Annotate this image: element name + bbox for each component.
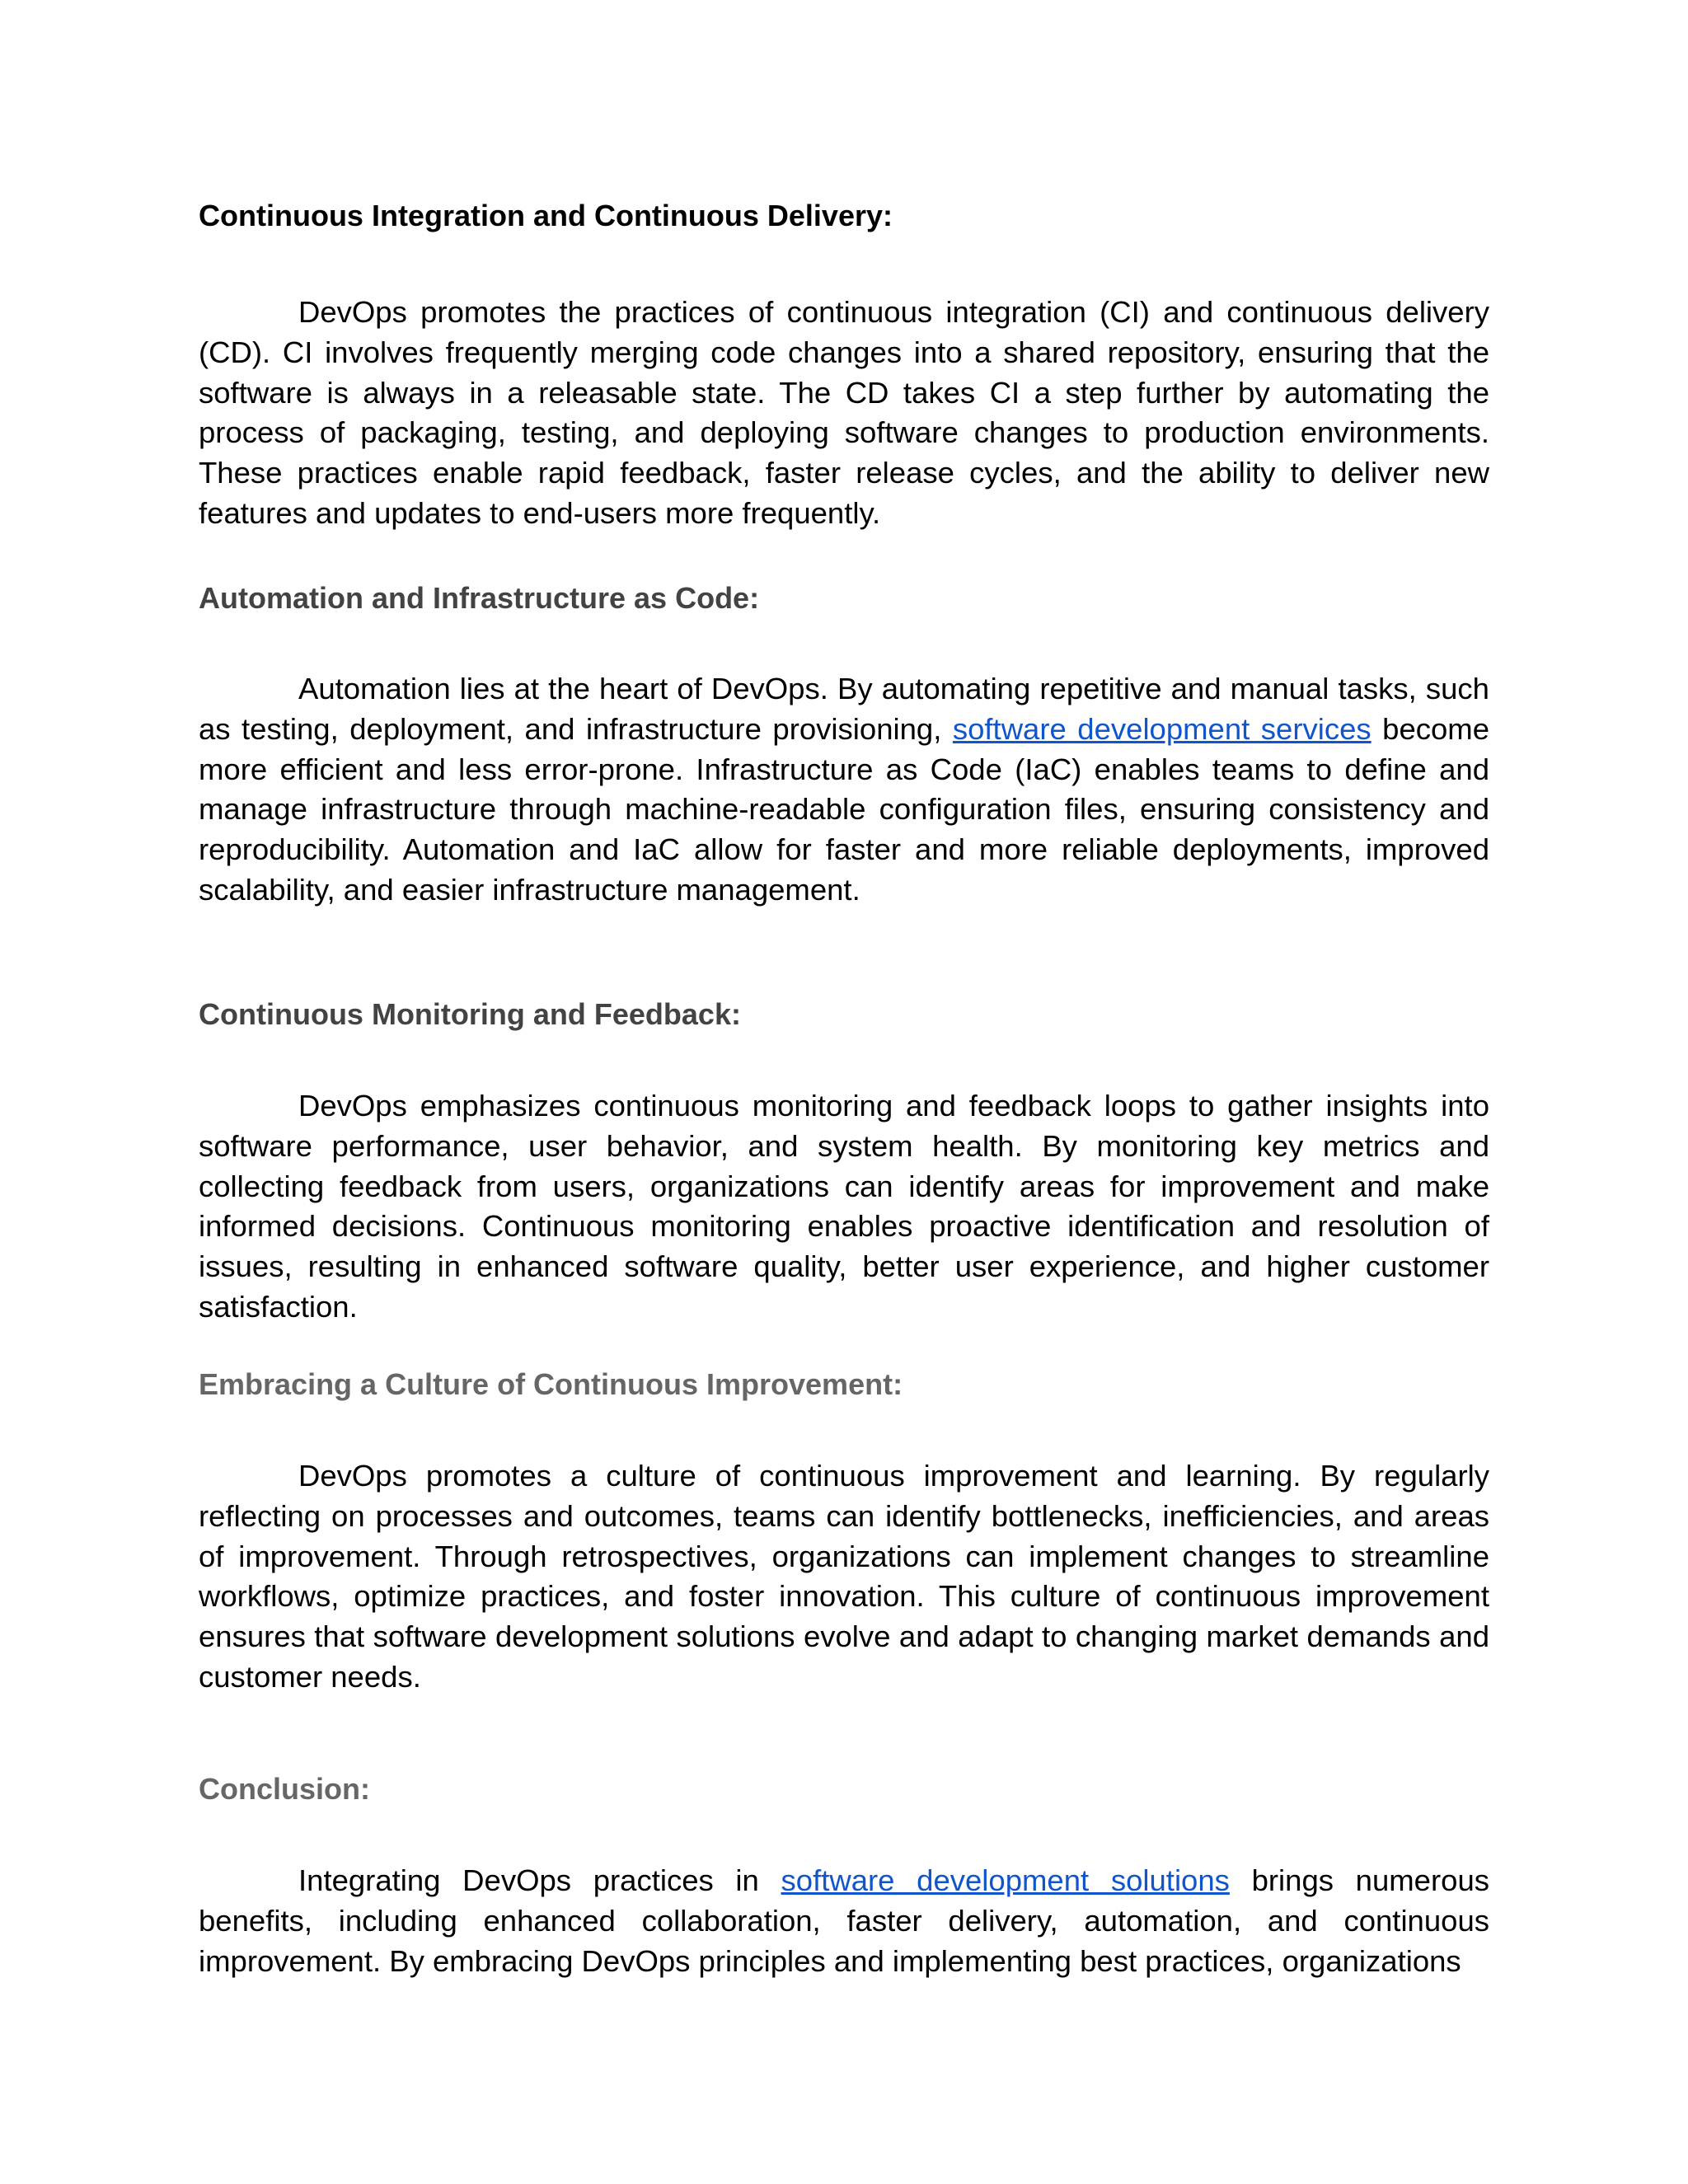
software-development-solutions-link[interactable]: software development solutions (781, 1863, 1230, 1897)
section-paragraph-conclusion (199, 1861, 1489, 1981)
section-heading-continuous-improvement: Embracing a Culture of Continuous Improvement: (199, 1367, 903, 1401)
software-development-services-link[interactable]: software development services (952, 711, 1372, 746)
paragraph-text: Automation lies at the heart of DevOps. By automating repetitive and manual tasks, such as testing, deployment, and infrastructure provisioning, (199, 672, 1489, 746)
section-heading-automation-iac: Automation and Infrastructure as Code: (199, 581, 760, 615)
section-heading-ci-cd: Continuous Integration and Continuous Delivery: (199, 199, 893, 232)
paragraph-text: become more efficient and less error-prone. Infrastructure as Code (IaC) enables teams to define and manage infrastructure through machine-readable configuration files, ensuring consistency and reproducibility. Automation and IaC allow for faster and more reliable deployments, improved scalability, and easier infrastructure management. (199, 711, 1490, 907)
paragraph-text: Integrating DevOps practices in (298, 1863, 781, 1897)
section-heading-conclusion: Conclusion: (199, 1772, 370, 1806)
section-heading-monitoring-feedback: Continuous Monitoring and Feedback: (199, 997, 741, 1031)
section-paragraph-continuous-improvement: DevOps promotes a culture of continuous improvement and learning. By regularly reflecting on processes and outcomes, teams can identify bottlenecks, inefficiencies, and areas of improvement. Through retrospectives, organizations can implement changes to streamline workflows, optimize practices, and foster innovation. This culture of continuous improvement ensures that software development solutions evolve and adapt to changing market demands and customer needs. (199, 1459, 1489, 1694)
section-paragraph-ci-cd: DevOps promotes the practices of continuous integration (CI) and continuous delivery (CD). CI involves frequently merging code changes into a shared repository, ensuring that the software is always in a releasable state. The CD takes CI a step further by automating the process of packaging, testing, and deploying software changes to production environments. These practices enable rapid feedback, faster release cycles, and the ability to deliver new features and updates to end-users more frequently. (199, 295, 1489, 530)
section-paragraph-monitoring-feedback: DevOps emphasizes continuous monitoring and feedback loops to gather insights into software performance, user behavior, and system health. By monitoring key metrics and collecting feedback from users, organizations can identify areas for improvement and make informed decisions. Continuous monitoring enables proactive identification and resolution of issues, resulting in enhanced software quality, better user experience, and higher customer satisfaction. (199, 1089, 1489, 1324)
section-paragraph-automation-iac (199, 669, 1489, 911)
paragraph-text: brings numerous benefits, including enhanced collaboration, faster delivery, automation, and continuous improvement. By embracing DevOps principles and implementing best practices, organizations (199, 1863, 1489, 1978)
